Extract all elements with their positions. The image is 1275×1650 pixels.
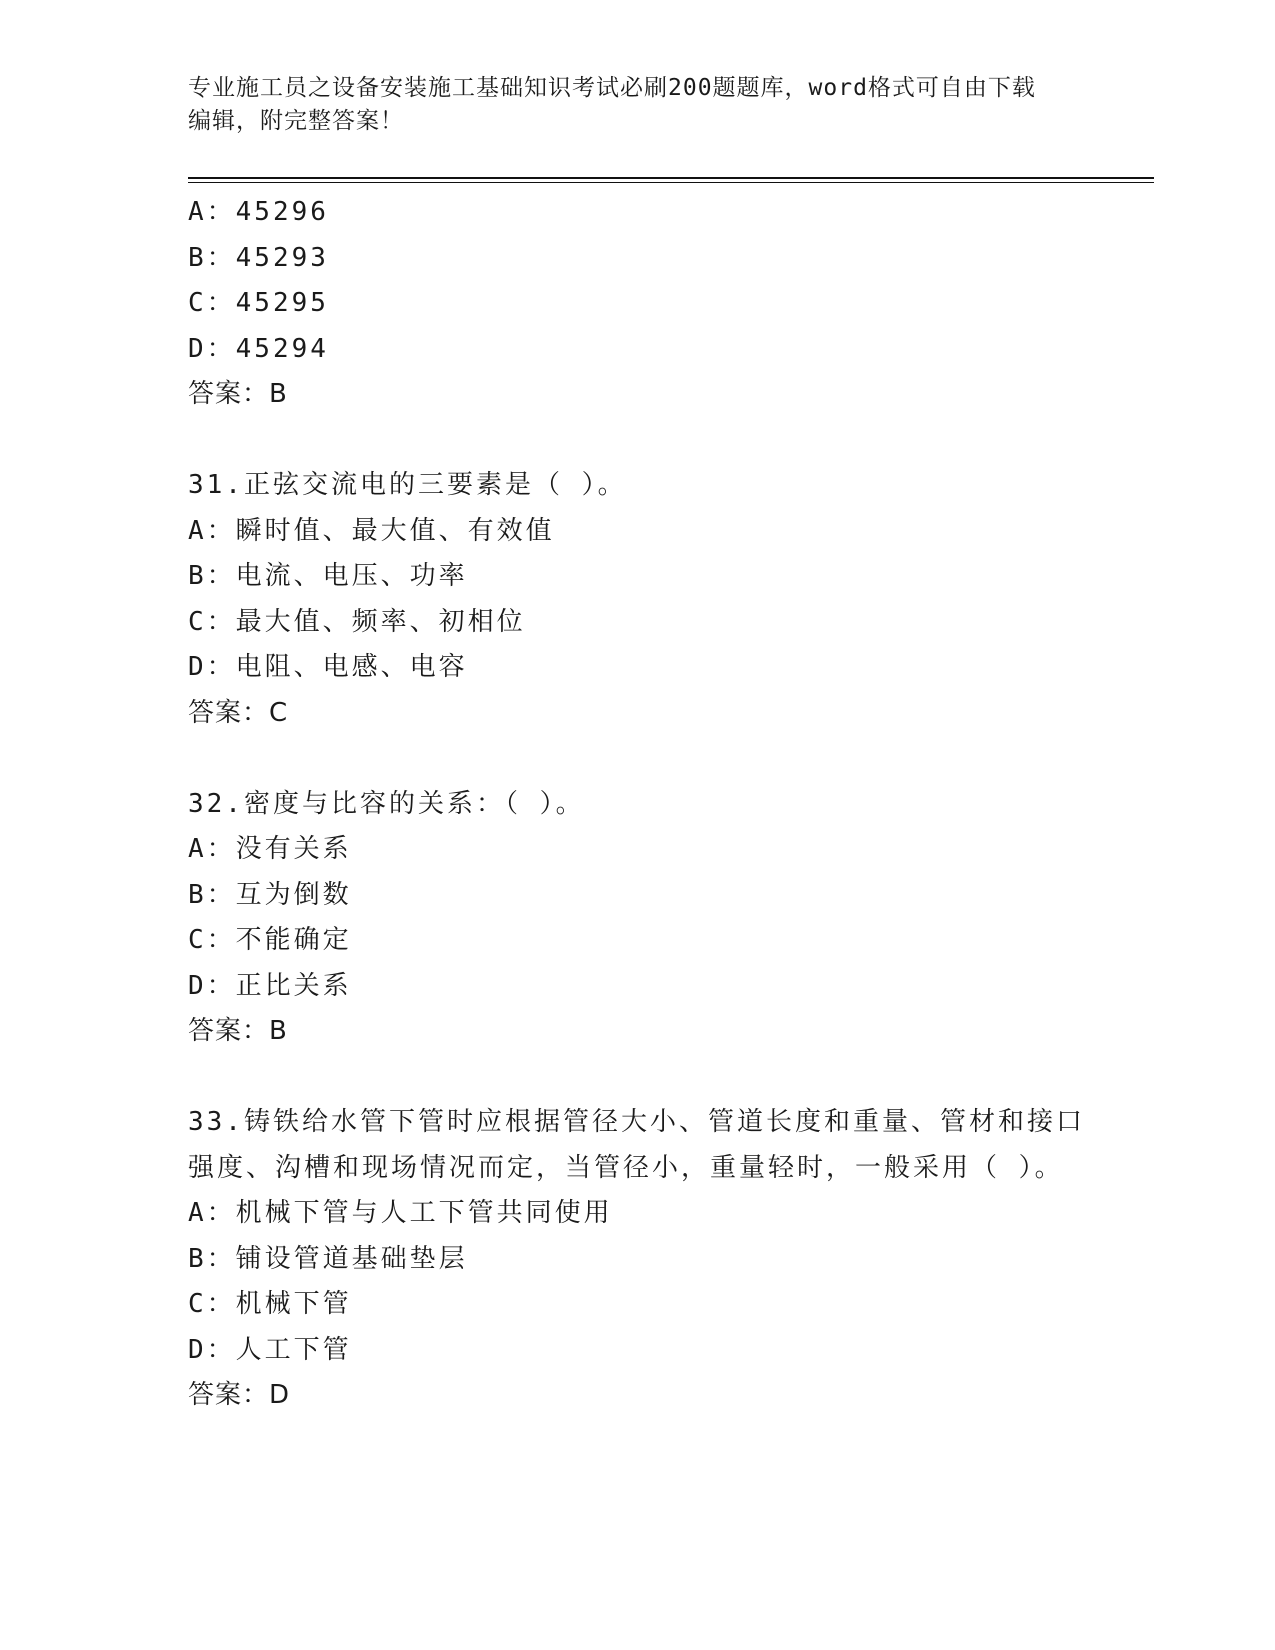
header-divider-thick bbox=[188, 177, 1154, 179]
option-text: 电阻、电感、电容 bbox=[235, 652, 468, 682]
spacer bbox=[188, 736, 1088, 782]
option-a bbox=[188, 827, 1088, 873]
option-text: 45294 bbox=[235, 333, 329, 364]
option-text: 机械下管 bbox=[235, 1289, 352, 1319]
spacer bbox=[188, 418, 1088, 464]
option-label: C： bbox=[188, 288, 236, 318]
option-text: 没有关系 bbox=[235, 834, 352, 864]
option-text: 45295 bbox=[235, 288, 329, 318]
answer-line: 答案：C bbox=[188, 697, 289, 728]
option-label: C： bbox=[188, 925, 236, 955]
option-c bbox=[188, 600, 1088, 646]
option-label: A： bbox=[188, 834, 236, 864]
option-label: D： bbox=[188, 652, 236, 682]
header-line-1: 专业施工员之设备安装施工基础知识考试必刷200题题库，word格式可自由下载 bbox=[188, 75, 1036, 101]
option-text: 45296 bbox=[235, 197, 329, 227]
option-label: C： bbox=[188, 606, 236, 637]
header-line-2: 编辑，附完整答案！ bbox=[188, 108, 404, 134]
option-a bbox=[188, 509, 1088, 555]
option-d bbox=[188, 1328, 1088, 1374]
option-b bbox=[188, 873, 1088, 919]
option-text: 最大值、频率、初相位 bbox=[235, 606, 526, 637]
option-b bbox=[188, 554, 1088, 600]
option-label: D： bbox=[188, 970, 236, 1001]
answer-line: 答案：B bbox=[188, 379, 288, 409]
answer-line: 答案：D bbox=[188, 1380, 291, 1410]
option-d bbox=[188, 327, 1088, 373]
header-divider-thin bbox=[188, 182, 1154, 183]
option-a bbox=[188, 190, 1088, 236]
option-label: D： bbox=[188, 333, 236, 364]
option-text: 45293 bbox=[235, 242, 329, 273]
document-header bbox=[188, 72, 1088, 138]
option-c bbox=[188, 1282, 1088, 1328]
option-label: B： bbox=[188, 561, 236, 591]
answer-line: 答案：B bbox=[188, 1016, 288, 1046]
option-b bbox=[188, 1237, 1088, 1283]
option-text: 电流、电压、功率 bbox=[235, 561, 468, 591]
option-text: 正比关系 bbox=[235, 970, 352, 1001]
question-33 bbox=[188, 1100, 1088, 1419]
option-label: A： bbox=[188, 197, 236, 227]
question-32 bbox=[188, 782, 1088, 1055]
option-label: B： bbox=[188, 1243, 236, 1274]
option-d bbox=[188, 964, 1088, 1010]
option-text: 铺设管道基础垫层 bbox=[235, 1243, 468, 1274]
option-label: A： bbox=[188, 1198, 236, 1228]
question-stem-line-2: 强度、沟槽和现场情况而定，当管径小，重量轻时，一般采用（ ）。 bbox=[188, 1152, 1064, 1183]
option-c bbox=[188, 281, 1088, 327]
option-label: B： bbox=[188, 242, 236, 273]
question-list bbox=[188, 190, 1088, 1419]
question-stem: 32.密度与比容的关系：（ ）。 bbox=[188, 788, 585, 819]
option-text: 机械下管与人工下管共同使用 bbox=[235, 1198, 613, 1228]
option-b bbox=[188, 236, 1088, 282]
option-text: 不能确定 bbox=[235, 925, 352, 955]
option-text: 瞬时值、最大值、有效值 bbox=[235, 515, 555, 546]
spacer bbox=[188, 1055, 1088, 1101]
option-label: A： bbox=[188, 515, 236, 546]
option-a bbox=[188, 1191, 1088, 1237]
option-c bbox=[188, 918, 1088, 964]
option-label: B： bbox=[188, 879, 236, 910]
option-d bbox=[188, 645, 1088, 691]
option-label: D： bbox=[188, 1334, 236, 1365]
question-31 bbox=[188, 463, 1088, 736]
option-text: 互为倒数 bbox=[235, 879, 352, 910]
option-label: C： bbox=[188, 1289, 236, 1319]
question-30-continued bbox=[188, 190, 1088, 418]
option-text: 人工下管 bbox=[235, 1334, 352, 1365]
question-stem: 31.正弦交流电的三要素是（ ）。 bbox=[188, 470, 627, 500]
question-stem-line-1: 33.铸铁给水管下管时应根据管径大小、管道长度和重量、管材和接口 bbox=[188, 1107, 1085, 1137]
